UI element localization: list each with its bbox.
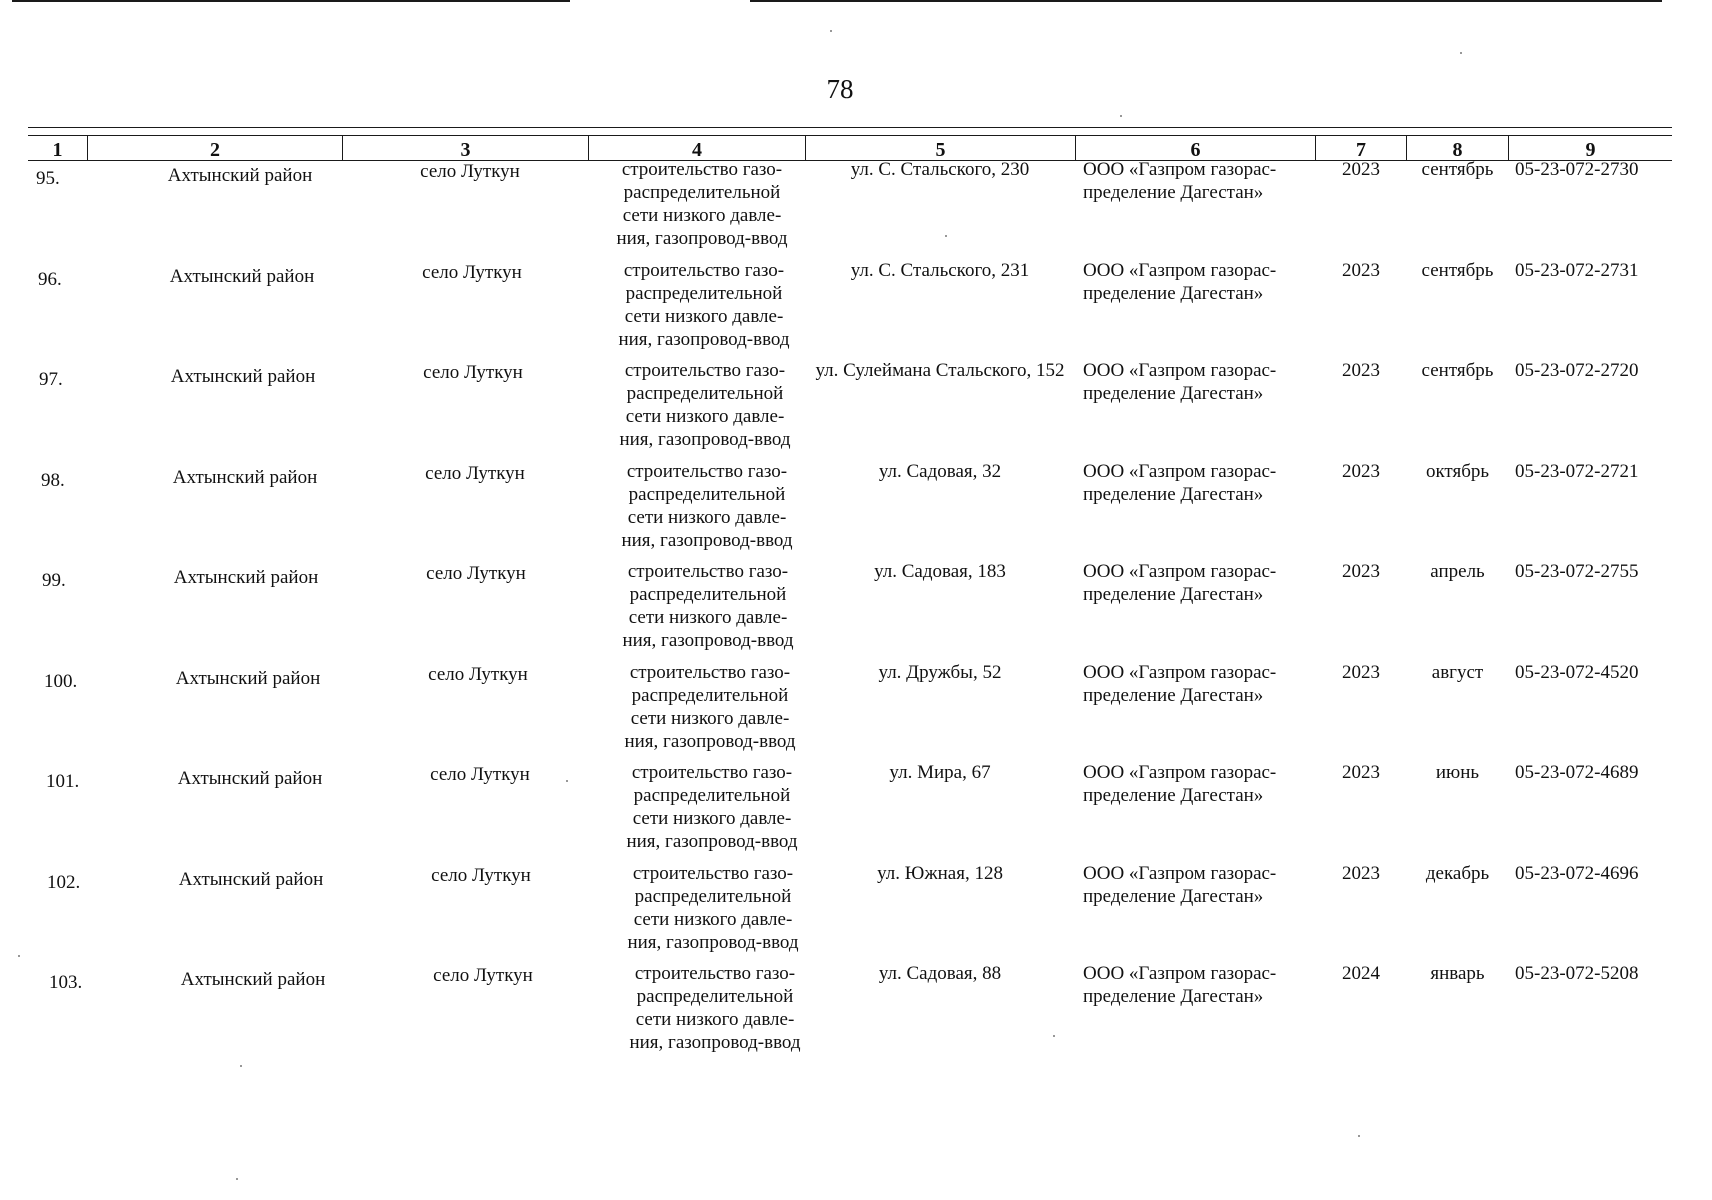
month-cell: сентябрь: [1421, 260, 1494, 281]
district-cell: Ахтынский район: [169, 266, 315, 287]
work-description-line: распределительной: [631, 685, 789, 706]
work-description-cell: [594, 259, 814, 351]
work-description-line: ния, газопровод-ввод: [626, 831, 798, 852]
table-row: [0, 560, 1712, 660]
scan-speck: [236, 1178, 238, 1180]
organization-cell: [1083, 359, 1313, 405]
year-cell: 2023: [1342, 360, 1380, 381]
scan-speck: [1460, 52, 1462, 54]
table-top-rule: [28, 127, 1672, 128]
organization-line: ООО «Газпром газорас-: [1083, 561, 1277, 582]
work-description-line: ния, газопровод-ввод: [622, 630, 794, 651]
organization-line: пределение Дагестан»: [1083, 584, 1264, 605]
work-description-line: распределительной: [634, 886, 792, 907]
organization-cell: [1083, 862, 1313, 908]
scan-speck: [1053, 1035, 1055, 1037]
address-cell: ул. Садовая, 32: [878, 461, 1002, 482]
registration-code-cell: 05-23-072-4520: [1515, 662, 1639, 683]
work-description-line: строительство газо-: [626, 461, 788, 482]
work-description-cell: [595, 359, 815, 451]
table-row: [0, 359, 1712, 459]
scan-speck: [566, 780, 568, 782]
work-description-line: строительство газо-: [627, 561, 789, 582]
column-header: 3: [342, 136, 588, 160]
scan-edge-line: [12, 0, 570, 2]
organization-line: ООО «Газпром газорас-: [1083, 260, 1277, 281]
year-cell: 2023: [1342, 461, 1380, 482]
district-cell: Ахтынский район: [177, 768, 323, 789]
work-description-cell: [605, 962, 825, 1054]
scan-speck: [240, 1065, 242, 1067]
table-row: [0, 460, 1712, 560]
column-header: 2: [87, 136, 342, 160]
work-description-line: строительство газо-: [632, 863, 794, 884]
column-header: 7: [1315, 136, 1406, 160]
work-description-line: ния, газопровод-ввод: [616, 228, 788, 249]
year-cell: 2023: [1342, 159, 1380, 180]
work-description-line: распределительной: [623, 182, 781, 203]
registration-code-cell: 05-23-072-2731: [1515, 260, 1639, 281]
work-description-line: строительство газо-: [631, 762, 793, 783]
work-description-line: распределительной: [626, 383, 784, 404]
organization-line: пределение Дагестан»: [1083, 383, 1264, 404]
address-cell: ул. Сулеймана Стальского, 152: [815, 360, 1065, 381]
organization-cell: [1083, 661, 1313, 707]
organization-line: пределение Дагестан»: [1083, 986, 1264, 1007]
row-number: 100.: [44, 671, 78, 692]
work-description-line: распределительной: [633, 785, 791, 806]
year-cell: 2023: [1342, 561, 1380, 582]
work-description-cell: [600, 661, 820, 753]
work-description-line: строительство газо-: [624, 360, 786, 381]
settlement-cell: село Луткун: [420, 161, 520, 182]
organization-line: пределение Дагестан»: [1083, 182, 1264, 203]
organization-line: ООО «Газпром газорас-: [1083, 963, 1277, 984]
address-cell: ул. Садовая, 88: [878, 963, 1002, 984]
work-description-line: сети низкого давле-: [622, 205, 782, 226]
scan-speck: [1358, 1135, 1360, 1137]
year-cell: 2023: [1342, 762, 1380, 783]
table-row: [0, 158, 1712, 258]
organization-line: ООО «Газпром газорас-: [1083, 159, 1277, 180]
work-description-cell: [597, 460, 817, 552]
organization-line: ООО «Газпром газорас-: [1083, 863, 1277, 884]
table-row: [0, 962, 1712, 1062]
organization-cell: [1083, 259, 1313, 305]
registration-code-cell: 05-23-072-2721: [1515, 461, 1639, 482]
registration-code-cell: 05-23-072-2730: [1515, 159, 1639, 180]
district-cell: Ахтынский район: [178, 869, 324, 890]
work-description-line: ния, газопровод-ввод: [627, 932, 799, 953]
work-description-line: сети низкого давле-: [630, 708, 790, 729]
work-description-line: сети низкого давле-: [632, 808, 792, 829]
address-cell: ул. С. Стальского, 231: [850, 260, 1030, 281]
organization-cell: [1083, 761, 1313, 807]
work-description-line: сети низкого давле-: [628, 607, 788, 628]
month-cell: сентябрь: [1421, 360, 1494, 381]
district-cell: Ахтынский район: [175, 668, 321, 689]
month-cell: август: [1431, 662, 1484, 683]
scan-speck: [945, 235, 947, 237]
address-cell: ул. Мира, 67: [889, 762, 991, 783]
scan-edge-line: [750, 0, 1662, 2]
column-header: 4: [588, 136, 805, 160]
settlement-cell: село Луткун: [428, 664, 528, 685]
district-cell: Ахтынский район: [167, 165, 313, 186]
month-cell: июнь: [1435, 762, 1480, 783]
organization-cell: [1083, 560, 1313, 606]
district-cell: Ахтынский район: [180, 969, 326, 990]
address-cell: ул. С. Стальского, 230: [850, 159, 1030, 180]
month-cell: декабрь: [1425, 863, 1490, 884]
work-description-line: распределительной: [625, 283, 783, 304]
organization-line: пределение Дагестан»: [1083, 484, 1264, 505]
row-number: 103.: [49, 972, 83, 993]
row-number: 95.: [36, 168, 60, 189]
month-cell: октябрь: [1425, 461, 1490, 482]
registration-code-cell: 05-23-072-2755: [1515, 561, 1639, 582]
settlement-cell: село Луткун: [426, 563, 526, 584]
month-cell: сентябрь: [1421, 159, 1494, 180]
row-number: 102.: [47, 872, 81, 893]
row-number: 96.: [38, 269, 62, 290]
address-cell: ул. Южная, 128: [877, 863, 1003, 884]
table-row: [0, 761, 1712, 861]
district-cell: Ахтынский район: [173, 567, 319, 588]
registration-code-cell: 05-23-072-2720: [1515, 360, 1639, 381]
row-number: 99.: [42, 570, 66, 591]
month-cell: апрель: [1430, 561, 1485, 582]
year-cell: 2023: [1342, 863, 1380, 884]
year-cell: 2023: [1342, 260, 1380, 281]
work-description-line: ния, газопровод-ввод: [618, 329, 790, 350]
settlement-cell: село Луткун: [430, 764, 530, 785]
organization-line: ООО «Газпром газорас-: [1083, 461, 1277, 482]
organization-line: пределение Дагестан»: [1083, 685, 1264, 706]
work-description-line: ния, газопровод-ввод: [629, 1032, 801, 1053]
organization-line: ООО «Газпром газорас-: [1083, 662, 1277, 683]
work-description-line: сети низкого давле-: [635, 1009, 795, 1030]
column-header: 6: [1075, 136, 1315, 160]
work-description-line: распределительной: [636, 986, 794, 1007]
address-cell: ул. Садовая, 183: [874, 561, 1006, 582]
month-cell: январь: [1430, 963, 1485, 984]
settlement-cell: село Луткун: [431, 865, 531, 886]
organization-line: пределение Дагестан»: [1083, 283, 1264, 304]
year-cell: 2024: [1342, 963, 1380, 984]
organization-cell: [1083, 158, 1313, 204]
table-row: [0, 862, 1712, 962]
work-description-line: строительство газо-: [629, 662, 791, 683]
column-header: 8: [1406, 136, 1508, 160]
work-description-line: сети низкого давле-: [624, 306, 784, 327]
row-number: 98.: [41, 470, 65, 491]
work-description-line: сети низкого давле-: [633, 909, 793, 930]
settlement-cell: село Луткун: [423, 362, 523, 383]
work-description-cell: [602, 761, 822, 853]
district-cell: Ахтынский район: [170, 366, 316, 387]
work-description-cell: [603, 862, 823, 954]
organization-cell: [1083, 460, 1313, 506]
table-row: [0, 661, 1712, 761]
row-number: 101.: [46, 771, 80, 792]
work-description-line: строительство газо-: [634, 963, 796, 984]
organization-line: пределение Дагестан»: [1083, 886, 1264, 907]
work-description-line: строительство газо-: [621, 159, 783, 180]
work-description-cell: [592, 158, 812, 250]
registration-code-cell: 05-23-072-4689: [1515, 762, 1639, 783]
year-cell: 2023: [1342, 662, 1380, 683]
settlement-cell: село Луткун: [433, 965, 533, 986]
organization-cell: [1083, 962, 1313, 1008]
scan-speck: [830, 30, 832, 32]
registration-code-cell: 05-23-072-5208: [1515, 963, 1639, 984]
work-description-line: распределительной: [629, 584, 787, 605]
work-description-line: ния, газопровод-ввод: [619, 429, 791, 450]
column-header: 1: [52, 139, 63, 160]
page-number: 78: [826, 74, 854, 104]
settlement-cell: село Луткун: [425, 463, 525, 484]
table-row: [0, 259, 1712, 359]
column-header: 9: [1508, 136, 1672, 160]
scan-speck: [18, 955, 20, 957]
address-cell: ул. Дружбы, 52: [878, 662, 1002, 683]
registration-code-cell: 05-23-072-4696: [1515, 863, 1639, 884]
work-description-line: сети низкого давле-: [627, 507, 787, 528]
district-cell: Ахтынский район: [172, 467, 318, 488]
work-description-line: сети низкого давле-: [625, 406, 785, 427]
column-header: 5: [805, 136, 1075, 160]
work-description-line: строительство газо-: [623, 260, 785, 281]
organization-line: ООО «Газпром газорас-: [1083, 360, 1277, 381]
scan-speck: [1120, 115, 1122, 117]
settlement-cell: село Луткун: [422, 262, 522, 283]
work-description-line: ния, газопровод-ввод: [624, 731, 796, 752]
work-description-cell: [598, 560, 818, 652]
organization-line: ООО «Газпром газорас-: [1083, 762, 1277, 783]
work-description-line: распределительной: [628, 484, 786, 505]
organization-line: пределение Дагестан»: [1083, 785, 1264, 806]
work-description-line: ния, газопровод-ввод: [621, 530, 793, 551]
row-number: 97.: [39, 369, 63, 390]
